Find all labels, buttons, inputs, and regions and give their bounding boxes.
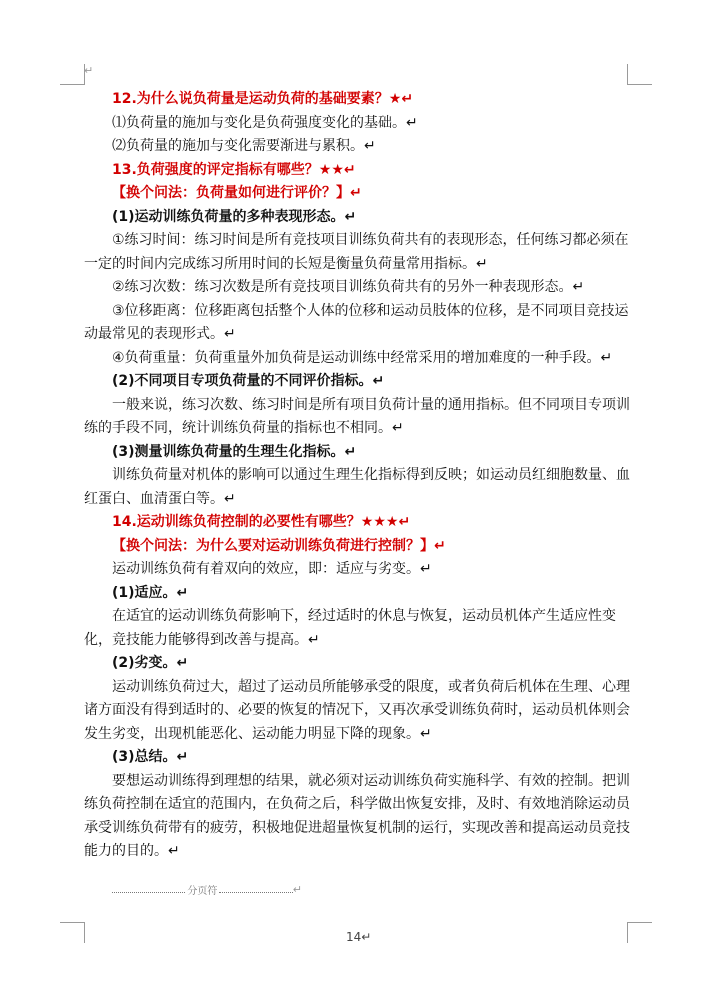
body-paragraph: ⑵负荷量的施加与变化需要渐进与累积。↵ bbox=[112, 138, 376, 154]
page-break-dots-right bbox=[219, 886, 292, 893]
question-heading: 12.为什么说负荷量是运动负荷的基础要素？★↵ bbox=[112, 91, 414, 107]
body-paragraph: ③位移距离：位移距离包括整个人体的位移和运动员肢体的位移，是不同项目竞技运动最常见的表现形式。↵ bbox=[84, 302, 629, 342]
crop-mark-top-left-h bbox=[60, 84, 85, 85]
paragraph-mark-icon: ↵ bbox=[84, 64, 94, 77]
question-heading: 【换个问法：为什么要对运动训练负荷进行控制？】↵ bbox=[112, 537, 446, 554]
subheading: (3)测量训练负荷量的生理生化指标。↵ bbox=[112, 443, 357, 460]
crop-mark-bottom-right-v bbox=[627, 922, 628, 943]
question-heading: 【换个问法：负荷量如何进行评价？】↵ bbox=[112, 185, 362, 201]
page-break-label: 分页符 bbox=[187, 886, 218, 897]
subheading: (1)运动训练负荷量的多种表现形态。↵ bbox=[112, 208, 357, 225]
document-body[interactable] bbox=[84, 88, 630, 864]
crop-mark-top-right-h bbox=[627, 84, 652, 85]
subheading: (2)劣变。↵ bbox=[112, 655, 189, 671]
question-heading: 13.负荷强度的评定指标有哪些？★★↵ bbox=[112, 161, 356, 178]
page-number: 14↵ bbox=[346, 930, 372, 944]
crop-mark-bottom-left-v bbox=[84, 922, 85, 943]
body-paragraph: ⑴负荷量的施加与变化是负荷强度变化的基础。↵ bbox=[112, 114, 418, 131]
body-paragraph: 运动训练负荷有着双向的效应，即：适应与劣变。↵ bbox=[112, 561, 432, 577]
crop-mark-bottom-left-h bbox=[60, 922, 85, 923]
page-break bbox=[112, 882, 302, 897]
body-paragraph: ④负荷重量：负荷重量外加负荷是运动训练中经常采用的增加难度的一种手段。↵ bbox=[112, 349, 613, 366]
body-paragraph: 训练负荷量对机体的影响可以通过生理生化指标得到反映；如运动员红细胞数量、血红蛋白、血清蛋白等。↵ bbox=[84, 467, 630, 507]
question-heading: 14.运动训练负荷控制的必要性有哪些？★★★↵ bbox=[112, 514, 411, 530]
paragraph-mark-icon: ↵ bbox=[292, 883, 302, 896]
crop-mark-top-right-v bbox=[627, 64, 628, 85]
subheading: (3)总结。↵ bbox=[112, 749, 189, 765]
body-paragraph: 在适宜的运动训练负荷影响下，经过适时的休息与恢复，运动员机体产生适应性变化，竞技能力能够得到改善与提高。↵ bbox=[84, 608, 616, 648]
crop-mark-bottom-right-h bbox=[627, 922, 652, 923]
subheading: (1)适应。↵ bbox=[112, 584, 189, 601]
page-break-dots-left bbox=[112, 886, 185, 893]
body-paragraph: ②练习次数：练习次数是所有竞技项目训练负荷共有的另外一种表现形态。↵ bbox=[112, 279, 585, 295]
body-paragraph: 一般来说，练习次数、练习时间是所有项目负荷计量的通用指标。但不同项目专项训练的手段不同，统计训练负荷量的指标也不相同。↵ bbox=[84, 396, 630, 436]
body-paragraph: 要想运动训练得到理想的结果，就必须对运动训练负荷实施科学、有效的控制。把训练负荷控制在适宜的范围内，在负荷之后，科学做出恢复安排，及时、有效地消除运动员承受训练负荷带有的疲劳，积极地促进超量恢复机制的运行，实现改善和提高运动员竞技能力的目的。↵ bbox=[84, 772, 630, 859]
body-paragraph: 运动训练负荷过大，超过了运动员所能够承受的限度，或者负荷后机体在生理、心理诸方面没有得到适时的、必要的恢复的情况下，又再次承受训练负荷时，运动员机体则会发生劣变，出现机能恶化、运动能力明显下降的现象。↵ bbox=[84, 678, 630, 742]
subheading: (2)不同项目专项负荷量的不同评价指标。↵ bbox=[112, 373, 385, 389]
body-paragraph: ①练习时间：练习时间是所有竞技项目训练负荷共有的表现形态，任何练习都必须在一定的时间内完成练习所用时间的长短是衡量负荷量常用指标。↵ bbox=[84, 232, 629, 272]
